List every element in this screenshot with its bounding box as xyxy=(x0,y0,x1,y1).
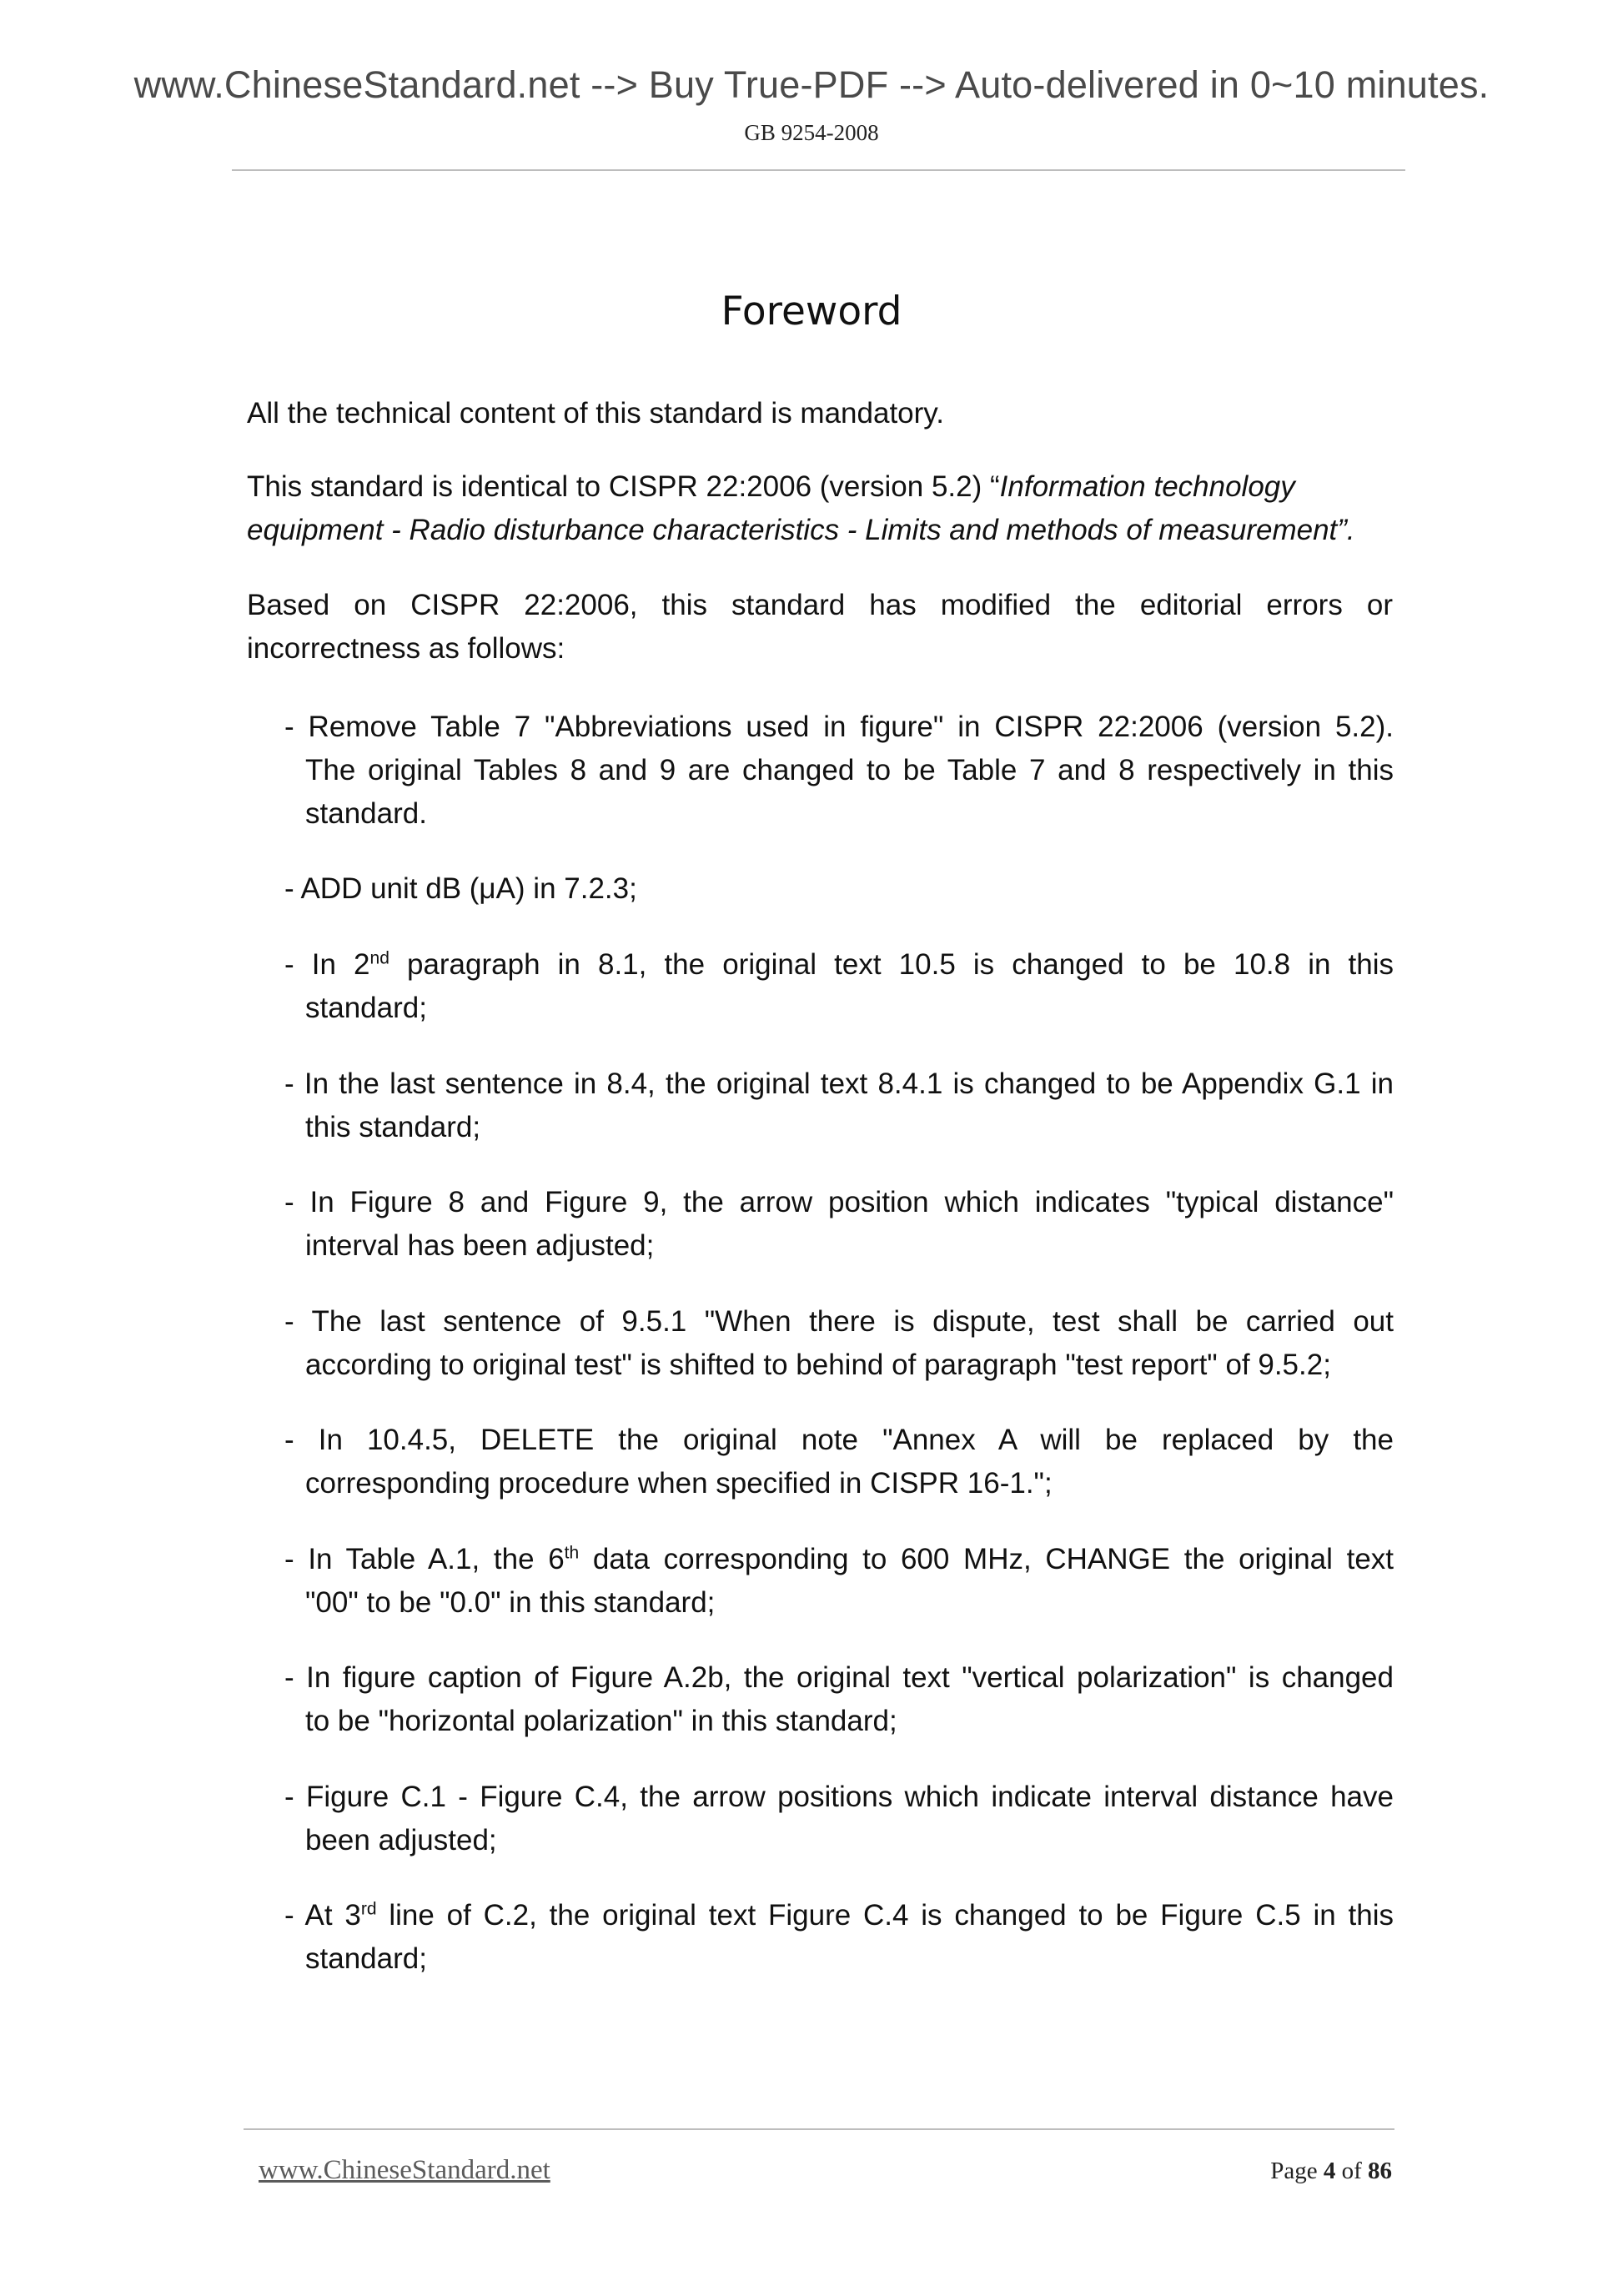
list-item-line: interval has been adjusted; xyxy=(305,1229,655,1262)
list-item xyxy=(284,706,1394,836)
paragraph-modifications-line-1: Based on CISPR 22:2006, this standard has modified the editorial errors or xyxy=(247,589,1393,621)
list-item-line: - In the last sentence in 8.4, the original text 8.4.1 is changed to be Appendix G.1 in xyxy=(284,1068,1394,1100)
list-item-text: - At 3 xyxy=(284,1899,361,1932)
list-item-line: - The last sentence of 9.5.1 "When there is dispute, test shall be carried out xyxy=(284,1305,1394,1338)
list-item-line: standard. xyxy=(305,797,427,830)
paragraph-mandatory: All the technical content of this standard is mandatory. xyxy=(247,397,944,430)
list-item-line: standard; xyxy=(305,992,427,1024)
list-item xyxy=(284,1419,1394,1505)
list-item-line xyxy=(284,1538,1394,1581)
list-item xyxy=(284,943,1394,1030)
list-item-text: data corresponding to 600 MHz, CHANGE the original text xyxy=(579,1543,1394,1575)
paragraph-identical-title-1: Information technology xyxy=(999,470,1295,503)
paragraph-identical-lead: This standard is identical to CISPR 22:2006 (version 5.2) “ xyxy=(247,470,1000,503)
header-banner[interactable]: www.ChineseStandard.net --> Buy True-PDF --> Auto-delivered in 0~10 minutes. xyxy=(133,63,1490,106)
list-item-line: to be "horizontal polarization" in this standard; xyxy=(305,1705,897,1737)
superscript: th xyxy=(564,1543,580,1563)
list-item xyxy=(284,1063,1394,1149)
list-item-line: - In figure caption of Figure A.2b, the original text "vertical polarization" is changed xyxy=(284,1661,1394,1694)
list-item-text: paragraph in 8.1, the original text 10.5 is changed to be 10.8 in this xyxy=(389,948,1394,981)
list-item xyxy=(284,867,1394,911)
list-item-line: - In 10.4.5, DELETE the original note "Annex A will be replaced by the xyxy=(284,1424,1394,1456)
list-item-line: standard; xyxy=(305,1942,427,1975)
list-item-line xyxy=(284,943,1394,987)
footer-website-link[interactable]: www.ChineseStandard.net xyxy=(259,2155,550,2185)
page-of: of xyxy=(1341,2158,1362,2184)
list-item-line: The original Tables 8 and 9 are changed to be Table 7 and 8 respectively in this xyxy=(305,754,1394,786)
document-number: GB 9254-2008 xyxy=(744,120,879,145)
paragraph-modifications-line-2: incorrectness as follows: xyxy=(247,632,565,665)
paragraph-identical-title-2: equipment - Radio disturbance characteristics - Limits and methods of measurement”. xyxy=(247,514,1355,546)
list-item xyxy=(284,1538,1394,1625)
header-divider xyxy=(232,169,1405,171)
paragraph-modifications-intro xyxy=(247,584,1393,671)
page-number xyxy=(1270,2158,1392,2185)
list-item xyxy=(284,1776,1394,1862)
list-item-line: - Remove Table 7 "Abbreviations used in figure" in CISPR 22:2006 (version 5.2). xyxy=(284,711,1394,743)
list-item-text: - In Table A.1, the 6 xyxy=(284,1543,565,1575)
list-item-line: - In Figure 8 and Figure 9, the arrow position which indicates "typical distance" xyxy=(284,1186,1394,1218)
list-item-line: this standard; xyxy=(305,1111,481,1143)
list-item-line: "00" to be "0.0" in this standard; xyxy=(305,1586,716,1619)
list-item-line: been adjusted; xyxy=(305,1824,497,1856)
list-item-line: according to original test" is shifted to behind of paragraph "test report" of 9.5.2; xyxy=(305,1349,1331,1381)
list-item xyxy=(284,1894,1394,1981)
footer-divider xyxy=(244,2128,1394,2130)
list-item-text: line of C.2, the original text Figure C.4 is changed to be Figure C.5 in this xyxy=(376,1899,1394,1932)
list-item-text: - In 2 xyxy=(284,948,370,981)
page-label: Page xyxy=(1270,2158,1318,2184)
superscript: nd xyxy=(369,948,389,968)
list-item-line: corresponding procedure when specified in CISPR 16-1."; xyxy=(305,1467,1053,1500)
list-item xyxy=(284,1181,1394,1268)
list-item-line xyxy=(284,1894,1394,1937)
list-item-line: - Figure C.1 - Figure C.4, the arrow positions which indicate interval distance have xyxy=(284,1781,1394,1813)
list-item xyxy=(284,1300,1394,1387)
superscript: rd xyxy=(360,1899,377,1919)
list-item xyxy=(284,1656,1394,1743)
page-current: 4 xyxy=(1323,2158,1336,2184)
page-total: 86 xyxy=(1368,2158,1392,2184)
list-item-line: - ADD unit dB (μA) in 7.2.3; xyxy=(284,872,637,905)
paragraph-identical xyxy=(247,465,1393,552)
page-title: Foreword xyxy=(721,289,902,334)
